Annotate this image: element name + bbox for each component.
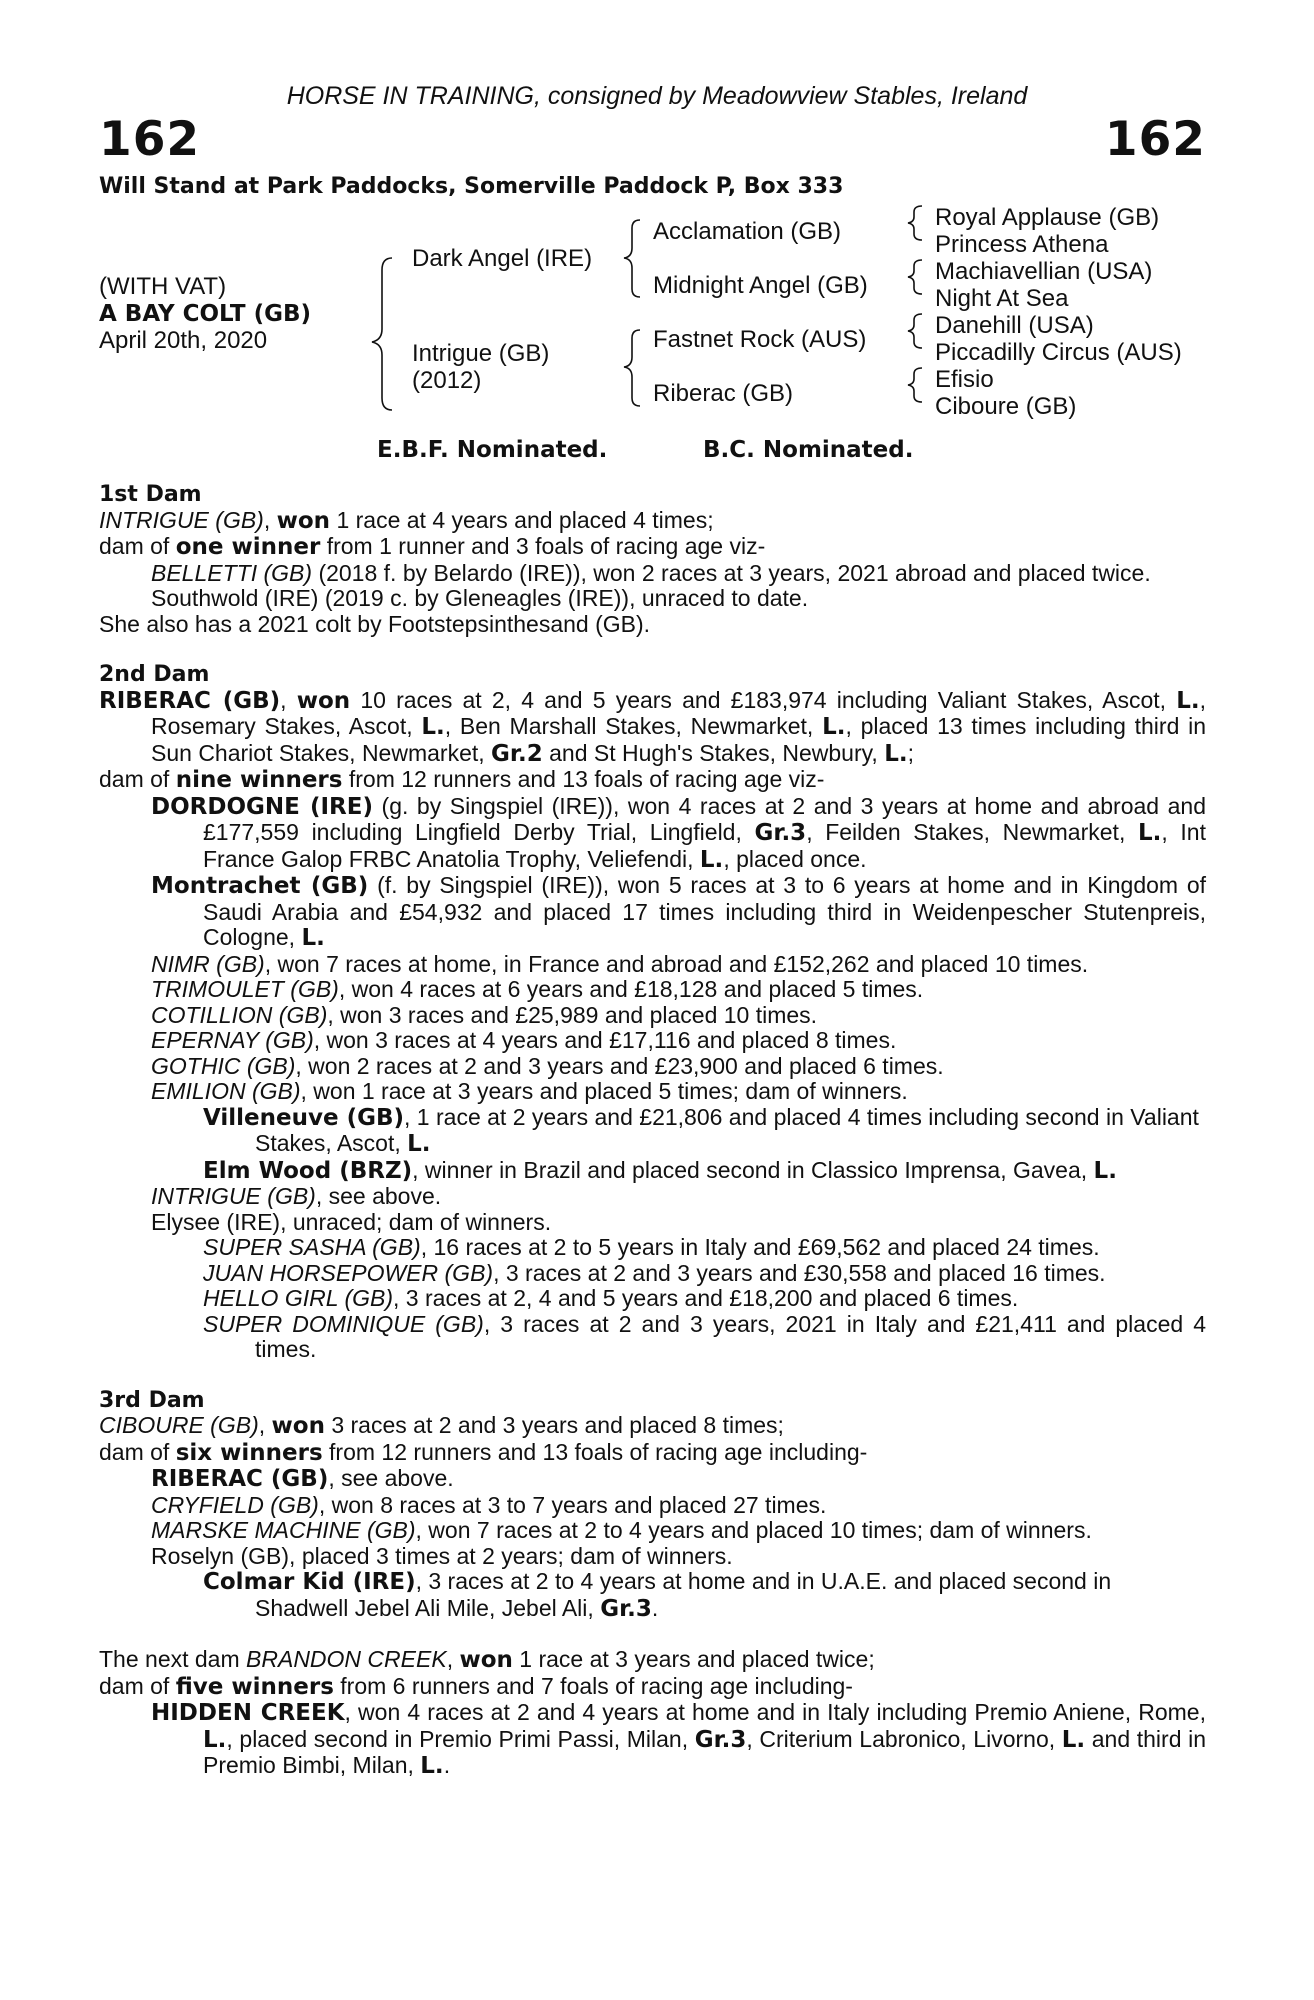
great-grandparent: Machiavellian (USA): [935, 258, 1153, 285]
winners-count: six winners: [175, 1439, 323, 1466]
bracket-gg3: [908, 314, 922, 348]
ebf-nomination: E.B.F. Nominated.: [377, 437, 608, 463]
listed-label: L.: [420, 1753, 444, 1779]
great-grandparent: Piccadilly Circus (AUS): [935, 339, 1182, 366]
horse-name: GOTHIC (GB): [151, 1052, 296, 1079]
record-text: 3 races at 2 and 3 years and placed 8 times;: [331, 1412, 784, 1438]
winners-count: nine winners: [175, 767, 343, 793]
record-text: , won 7 races at home, in France and abroad and £152,262 and placed 10 times.: [264, 950, 1089, 977]
lot-number-left: 162: [99, 112, 201, 167]
foaling-date: April 20th, 2020: [99, 327, 268, 354]
horse-name: RIBERAC (GB): [99, 687, 281, 714]
punctuation: ,: [446, 1646, 454, 1672]
listed-label: L.: [301, 925, 325, 951]
great-grandparent: Danehill (USA): [935, 312, 1094, 339]
great-grandparent: Night At Sea: [935, 285, 1069, 312]
produce-text: from 12 runners and 13 foals of racing age including-: [329, 1438, 868, 1465]
record-text: , won 1 race at 3 years and placed 5 times; dam of winners.: [300, 1078, 908, 1104]
stand-location: Will Stand at Park Paddocks, Somerville Paddock P, Box 333: [99, 174, 844, 199]
next-dam-record: [99, 1647, 1206, 1674]
won-label: won: [459, 1647, 513, 1673]
produce-text: from 1 runner and 3 foals of racing age viz-: [326, 533, 766, 559]
horse-name: INTRIGUE (GB): [151, 1183, 316, 1209]
horse-name: INTRIGUE (GB): [99, 506, 264, 533]
produce-entry: [99, 1466, 1206, 1493]
listed-label: L.: [1093, 1157, 1117, 1184]
listed-label: L.: [1061, 1726, 1086, 1753]
record-text: , won 8 races at 3 to 7 years and placed 27 times.: [318, 1491, 827, 1518]
group-label: Gr.2: [491, 740, 543, 767]
horse-name: DORDOGNE (IRE): [151, 793, 373, 820]
produce-entry: [99, 977, 1206, 1003]
record-text: , Criterium Labronico, Livorno,: [746, 1725, 1056, 1752]
record-text: , won 7 races at 2 to 4 years and placed 10 times; dam of winners.: [415, 1517, 1092, 1543]
punctuation: .: [443, 1752, 451, 1778]
third-dam-produce-summary: [99, 1440, 1206, 1467]
won-label: won: [296, 687, 351, 714]
horse-name: BRANDON CREEK: [246, 1646, 447, 1672]
grandsire-maternal: Fastnet Rock (AUS): [653, 326, 867, 353]
horse-name: CRYFIELD (GB): [151, 1491, 319, 1518]
dam-of-label: dam of: [99, 1672, 170, 1699]
horse-name: SUPER DOMINIQUE (GB): [203, 1310, 484, 1337]
record-text: and St Hugh's Stakes, Newbury,: [549, 739, 878, 766]
produce-entry: [99, 1493, 1206, 1519]
produce-entry: Elysee (IRE), unraced; dam of winners.: [151, 1208, 552, 1235]
produce-entry: [99, 1003, 1206, 1029]
horse-name: COTILLION (GB): [151, 1001, 328, 1028]
listed-label: L.: [203, 1726, 227, 1753]
listed-label: L.: [1137, 820, 1162, 846]
bracket-gg2: [908, 260, 922, 294]
horse-name: Colmar Kid (IRE): [203, 1569, 416, 1595]
produce-entry: [99, 1079, 1206, 1105]
horse-name: NIMR (GB): [151, 950, 265, 977]
intro-text: The next dam: [99, 1646, 240, 1672]
produce-entry: [99, 561, 1206, 587]
produce-entry: [99, 1700, 1206, 1780]
horse-name: CIBOURE (GB): [99, 1412, 259, 1438]
record-text: , placed once.: [723, 845, 867, 872]
great-grandparent: Efisio: [935, 366, 994, 393]
first-dam-heading: 1st Dam: [99, 482, 202, 507]
grandchild-entry: [99, 1158, 1206, 1185]
horse-name: EPERNAY (GB): [151, 1027, 314, 1053]
record-text: 1 race at 3 years and placed twice;: [519, 1646, 875, 1672]
won-label: won: [271, 1413, 325, 1439]
horse-name: HELLO GIRL (GB): [203, 1285, 394, 1311]
dam-of-label: dam of: [99, 1438, 170, 1465]
record-text: , placed second in Premio Primi Passi, Milan,: [226, 1725, 689, 1752]
produce-entry: [99, 794, 1206, 874]
listed-label: L.: [822, 714, 846, 740]
record-text: , 3 races at 2 to 4 years at home and in U.A.E. and placed second in Shadwell Jebel Ali Mile, Jebel Ali,: [255, 1568, 1112, 1621]
bracket-gg1: [908, 206, 922, 240]
produce-entry: [99, 873, 1206, 952]
dam-of-label: dam of: [99, 533, 170, 559]
record-text: , won 4 races at 6 years and £18,128 and placed 5 times.: [338, 976, 924, 1002]
granddam-paternal: Midnight Angel (GB): [653, 272, 868, 299]
record-text: , see above.: [328, 1465, 454, 1491]
sire-name: Dark Angel (IRE): [412, 245, 593, 272]
horse-description: A BAY COLT (GB): [99, 301, 312, 327]
horse-name: BELLETTI (GB): [151, 559, 313, 586]
grandchild-entry: [99, 1261, 1206, 1287]
grandchild-entry: [99, 1235, 1206, 1261]
horse-name: RIBERAC (GB): [151, 1466, 329, 1492]
record-text: , Int France Galop FRBC Anatolia Trophy, Veliefendi,: [203, 819, 1206, 872]
great-grandparent: Princess Athena: [935, 231, 1109, 258]
winners-count: five winners: [175, 1673, 334, 1700]
dam-name: Intrigue (GB): [412, 340, 550, 367]
record-text: , Ben Marshall Stakes, Newmarket,: [444, 713, 814, 739]
bc-nomination: B.C. Nominated.: [703, 437, 914, 463]
record-text: , 1 race at 2 years and £21,806 and placed 4 times including second in Valiant Stakes, Ascot,: [255, 1103, 1199, 1156]
horse-name: HIDDEN CREEK: [151, 1700, 345, 1726]
bracket-sire: [624, 220, 640, 297]
consignor-line: HORSE IN TRAINING, consigned by Meadowview Stables, Ireland: [286, 82, 1028, 110]
record-text: , won 3 races and £25,989 and placed 10 times.: [327, 1001, 818, 1028]
produce-entry: Southwold (IRE) (2019 c. by Gleneagles (IRE)), unraced to date.: [151, 585, 809, 611]
horse-name: EMILION (GB): [151, 1078, 301, 1104]
record-text: (f. by Singspiel (IRE)), won 5 races at 3 to 6 years at home and in Kingdom of Saudi Arabia and £54,932 and placed 17 times including third in Weidenpescher Stutenpreis, Cologne,: [203, 872, 1207, 950]
group-label: Gr.3: [694, 1726, 747, 1753]
record-text: , winner in Brazil and placed second in Classico Imprensa, Gavea,: [412, 1156, 1088, 1183]
produce-text: from 6 runners and 7 foals of racing age including-: [340, 1672, 853, 1699]
third-dam-heading: 3rd Dam: [99, 1387, 205, 1413]
produce-entry: [99, 1028, 1206, 1054]
next-dam-produce-summary: [99, 1674, 1206, 1701]
grandchild-entry: [99, 1569, 1206, 1622]
grandsire-paternal: Acclamation (GB): [653, 218, 842, 245]
record-text: , won 2 races at 2 and 3 years and £23,900 and placed 6 times.: [295, 1052, 944, 1079]
record-text: (g. by Singspiel (IRE)), won 4 races at 2 and 3 years at home and abroad and £177,559 including Lingfield Derby Trial, Lingfield,: [203, 792, 1207, 845]
second-dam-heading: 2nd Dam: [99, 662, 210, 687]
produce-entry: [99, 1184, 1206, 1210]
great-grandparent: Ciboure (GB): [935, 393, 1077, 420]
winners-count: one winner: [175, 534, 321, 560]
record-text: , Rosemary Stakes, Ascot,: [151, 686, 1207, 739]
horse-name: Villeneuve (GB): [203, 1104, 405, 1131]
horse-name: Elm Wood (BRZ): [203, 1157, 413, 1184]
produce-entry: [99, 952, 1206, 978]
punctuation: .: [651, 1594, 659, 1621]
record-text: , see above.: [315, 1183, 442, 1209]
record-text: , placed 13 times including third in Sun Chariot Stakes, Newmarket,: [151, 713, 1206, 766]
listed-label: L.: [407, 1131, 431, 1157]
listed-label: L.: [1176, 687, 1200, 714]
second-dam-produce-summary: [99, 767, 1206, 794]
horse-name: JUAN HORSEPOWER (GB): [203, 1259, 494, 1286]
lot-number-right: 162: [1104, 112, 1206, 167]
granddam-maternal: Riberac (GB): [653, 380, 794, 407]
first-dam-produce-summary: [99, 534, 1206, 561]
record-text: 10 races at 2, 4 and 5 years and £183,974 including Valiant Stakes, Ascot,: [360, 686, 1167, 713]
record-text: , 3 races at 2 and 3 years, 2021 in Italy and £21,411 and placed 4 times.: [255, 1310, 1207, 1362]
bracket-gg4: [908, 368, 922, 402]
grandchild-entry: [99, 1286, 1206, 1312]
listed-label: L.: [421, 714, 445, 740]
produce-text: from 12 runners and 13 foals of racing age viz-: [348, 766, 825, 792]
third-dam-record: CIBOURE (GB), won 3 races at 2 and 3 years and placed 8 times;: [99, 1412, 784, 1439]
group-label: Gr.3: [754, 820, 807, 846]
record-text: , won 4 races at 2 and 4 years at home and in Italy including Premio Aniene, Rome,: [344, 1699, 1206, 1725]
dam-year: (2012): [412, 367, 482, 394]
produce-record: [99, 482, 1206, 1780]
horse-name: MARSKE MACHINE (GB): [151, 1517, 416, 1543]
record-text: , Feilden Stakes, Newmarket,: [806, 819, 1126, 845]
produce-entry: Roselyn (GB), placed 3 times at 2 years; dam of winners.: [151, 1542, 733, 1569]
second-dam-record: RIBERAC (GB), won 10 races at 2, 4 and 5 years and £183,974 including Valiant Stakes, Ascot, L., Rosemary Stakes, Ascot, L., Ben Marshall Stakes, Newmarket, L., placed 13 times including third in Sun Chariot Stakes, Newmarket, Gr.2 and St Hugh's Stakes, Newbury, L.;: [99, 686, 1207, 767]
record-text: , won 3 races at 4 years and £17,116 and placed 8 times.: [313, 1027, 897, 1053]
record-text: , 3 races at 2, 4 and 5 years and £18,200 and placed 6 times.: [393, 1285, 1019, 1311]
bracket-main: [372, 258, 392, 410]
record-text: and third in Premio Bimbi, Milan,: [203, 1725, 1206, 1778]
also-has-note: She also has a 2021 colt by Footstepsinthesand (GB).: [99, 610, 651, 637]
record-text: 1 race at 4 years and placed 4 times;: [336, 506, 714, 533]
group-label: Gr.3: [600, 1595, 652, 1622]
grandchild-entry: [99, 1312, 1206, 1363]
listed-label: L.: [884, 740, 908, 767]
record-text: (2018 f. by Belardo (IRE)), won 2 races at 3 years, 2021 abroad and placed twice.: [318, 559, 1151, 586]
vat-note: (WITH VAT): [99, 273, 227, 300]
first-dam-record: INTRIGUE (GB), won 1 race at 4 years and placed 4 times;: [99, 506, 714, 534]
listed-label: L.: [699, 846, 724, 873]
won-label: won: [276, 507, 331, 534]
dam-of-label: dam of: [99, 766, 170, 792]
record-text: ;: [907, 739, 914, 766]
bracket-dam: [624, 330, 640, 406]
great-grandparent: Royal Applause (GB): [935, 204, 1160, 231]
grandchild-entry: [99, 1105, 1206, 1158]
record-text: , 3 races at 2 and 3 years and £30,558 and placed 16 times.: [493, 1259, 1106, 1286]
produce-entry: [99, 1054, 1206, 1080]
produce-entry: [99, 1518, 1206, 1544]
record-text: , 16 races at 2 to 5 years in Italy and £69,562 and placed 24 times.: [420, 1234, 1100, 1260]
horse-name: SUPER SASHA (GB): [203, 1234, 421, 1260]
horse-name: TRIMOULET (GB): [151, 976, 339, 1002]
horse-name: Montrachet (GB): [151, 873, 369, 899]
